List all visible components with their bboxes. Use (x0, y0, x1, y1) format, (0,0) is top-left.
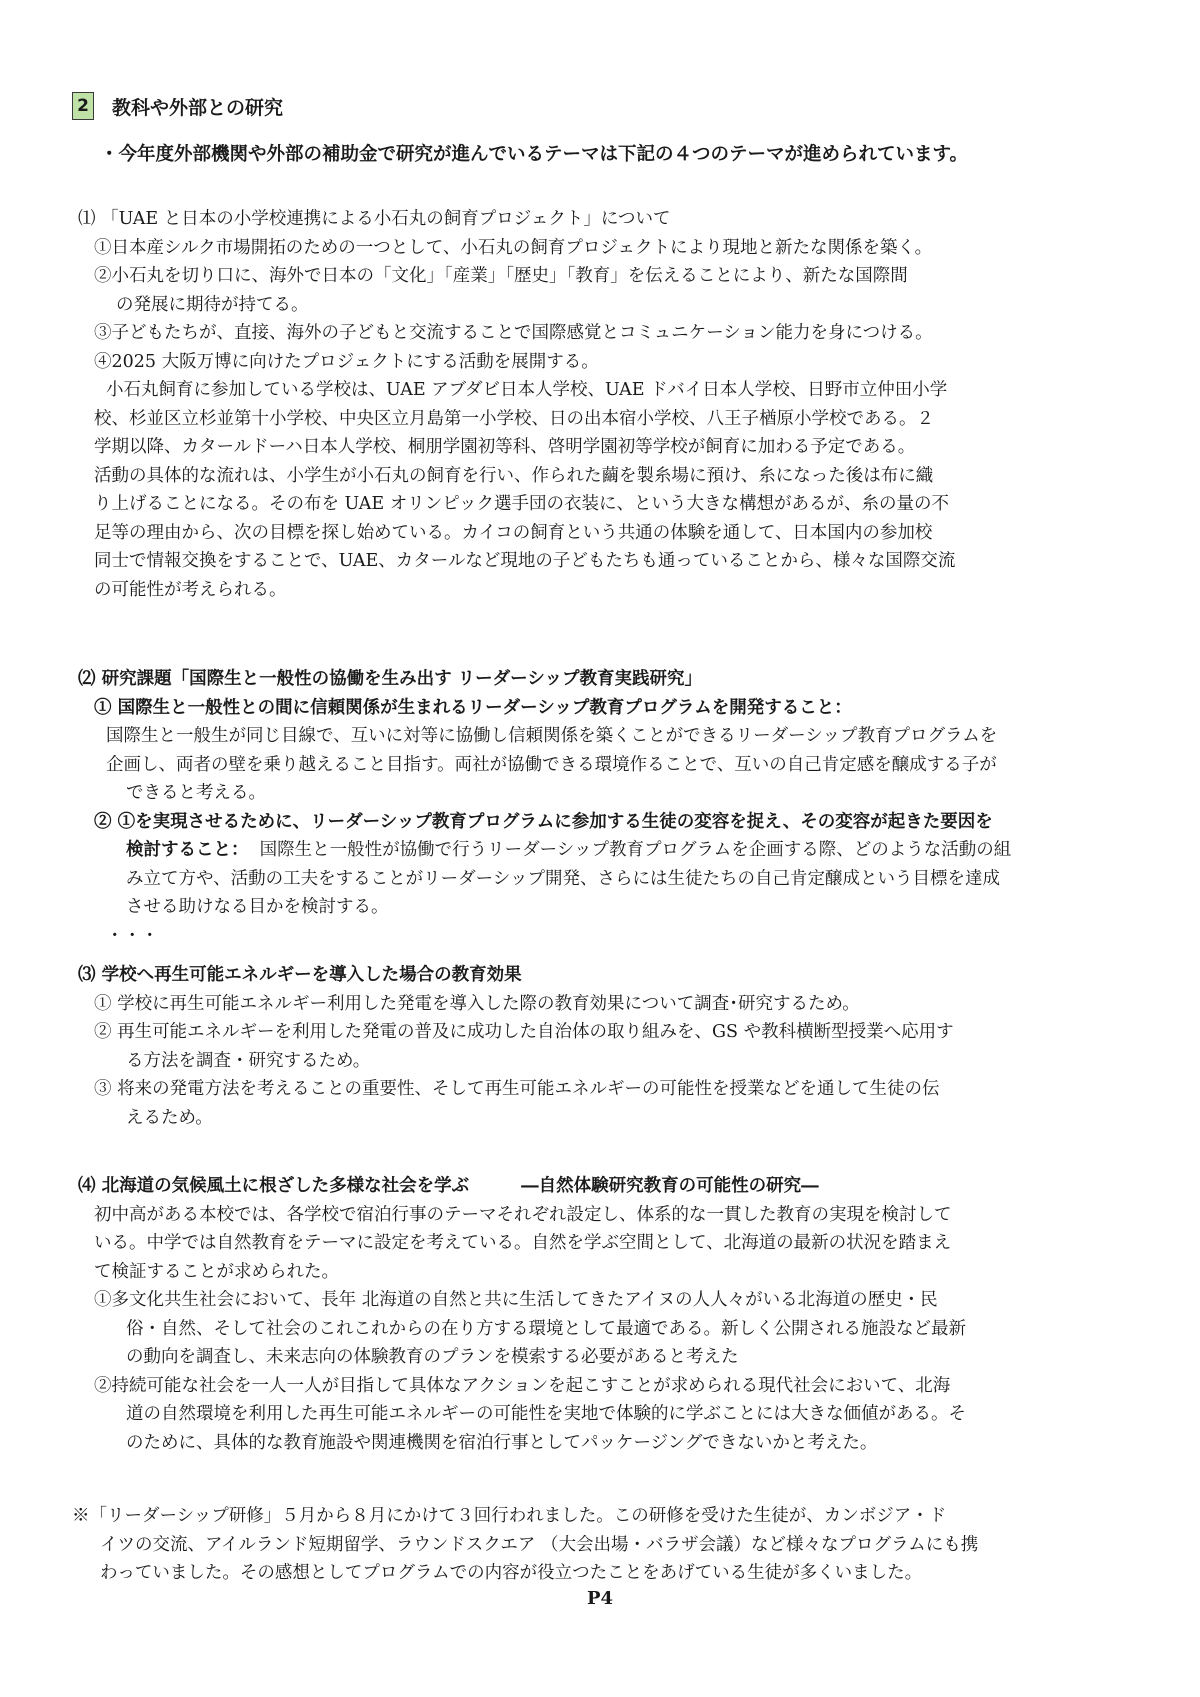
topic-1-heading: ⑴ 「UAE と日本の小学校連携による小石丸の飼育プロジェクト」について (78, 209, 671, 229)
topic-3-line: る方法を調査・研究するため。 (126, 1050, 371, 1071)
section-number-badge: 2 (72, 92, 94, 120)
topic-2-line (78, 836, 1138, 865)
topic-4-line: 俗・自然、そして社会のこれこれからの在り方する環境として最適である。新しく公開される施設など最新 (126, 1318, 966, 1339)
topic-4-line: て検証することが求められた。 (94, 1261, 339, 1282)
topic-4-subheading: ―自然体験研究教育の可能性の研究― (521, 1176, 819, 1196)
topic-1-line: り上げることになる。その布を UAE オリンピック選手団の衣装に、という大きな構想があるが、糸の量の不 (94, 494, 950, 514)
section-intro: ・今年度外部機関や外部の補助金で研究が進んでいるテーマは下記の４つのテーマが進められています。 (100, 144, 969, 165)
footnote (72, 1502, 1132, 1588)
topic-1-line: の発展に期待が持てる。 (116, 294, 309, 315)
topic-2-line: できると考える。 (126, 783, 266, 803)
topic-1-line: 活動の具体的な流れは、小学生が小石丸の飼育を行い、作られた繭を製糸場に預け、糸になった後は布に織 (94, 465, 934, 486)
section-header (72, 92, 283, 120)
topic-1-line: 足等の理由から、次の目標を探し始めている。カイコの飼育という共通の体験を通して、日本国内の参加校 (94, 522, 933, 543)
page-number: P4 (586, 1588, 614, 1609)
topic-4-line: 道の自然環境を利用した再生可能エネルギーの可能性を実地で体験的に学ぶことには大きな価値がある。そ (126, 1404, 966, 1424)
topic-1-line: ④2025 大阪万博に向けたプロジェクトにする活動を展開する。 (94, 351, 599, 372)
topic-2 (78, 665, 1138, 950)
topic-3-line: ③ 将来の発電方法を考えることの重要性、そして再生可能エネルギーの可能性を授業などを通して生徒の伝 (94, 1079, 940, 1099)
topic-4-line: の動向を調査し、未来志向の体験教育のプランを模索する必要があると考えた (126, 1347, 739, 1367)
topic-2-line: 企画し、両者の壁を乗り越えること目指す。両社が協働できる環境作ることで、互いの自己肯定感を醸成する子が (106, 754, 997, 775)
topic-1 (78, 205, 1138, 604)
footnote-line: わっていました。その感想としてプログラムでの内容が役立つたことをあげている生徒が多くいました。 (100, 1563, 923, 1583)
topic-1-line: ③子どもたちが、直接、海外の子どもと交流することで国際感覚とコミュニケーション能力を身につける。 (94, 323, 933, 343)
topic-4-line: 初中高がある本校では、各学校で宿泊行事のテーマそれぞれ設定し、体系的な一貫した教育の実現を検討して (94, 1204, 952, 1225)
topic-2-line: 国際生と一般生が同じ目線で、互いに対等に協働し信頼関係を築くことができるリーダーシップ教育プログラムを (106, 726, 998, 746)
topic-4 (78, 1172, 1138, 1457)
topic-1-line: 小石丸飼育に参加している学校は、UAE アブダビ日本人学校、UAE ドバイ日本人学校、日野市立仲田小学 (106, 380, 948, 400)
topic-2-line: ② ①を実現させるために、リーダーシップ教育プログラムに参加する生徒の変容を捉え、その変容が起きた要因を (94, 811, 993, 832)
topic-1-line: 学期以降、カタールドーハ日本人学校、桐朋学園初等科、啓明学園初等学校が飼育に加わる予定である。 (94, 437, 916, 457)
topic-4-line: いる。中学では自然教育をテーマに設定を考えている。自然を学ぶ空間として、北海道の最新の状況を踏まえ (94, 1233, 952, 1253)
topic-1-line: の可能性が考えられる。 (94, 579, 287, 600)
topic-3 (78, 961, 1138, 1132)
topic-2-line: み立て方や、活動の工夫をすることがリーダーシップ開発、さらには生徒たちの自己肯定醸成という目標を達成 (126, 868, 1000, 889)
topic-3-line: ① 学校に再生可能エネルギー利用した発電を導入した際の教育効果について調査･研究するため。 (94, 993, 860, 1014)
topic-4-heading: ⑷ 北海道の気候風土に根ざした多様な社会を学ぶ (78, 1176, 470, 1196)
topic-4-line: のために、具体的な教育施設や関連機関を宿泊行事としてパッケージングできないかと考えた。 (126, 1432, 878, 1453)
topic-4-heading-row (78, 1172, 1138, 1201)
topic-2-heading: ⑵ 研究課題「国際生と一般性の協働を生み出す リーダーシップ教育実践研究」 (78, 669, 702, 689)
footnote-line: ※「リーダーシップ研修」５月から８月にかけて３回行われました。この研修を受けた生徒が、カンボジア・ド (72, 1506, 947, 1526)
topic-1-line: 同士で情報交換をすることで、UAE、カタールなど現地の子どもたちも通っていることから、様々な国際交流 (94, 551, 956, 571)
topic-4-line: ②持続可能な社会を一人一人が目指して具体なアクションを起こすことが求められる現代社会において、北海 (94, 1375, 951, 1396)
topic-1-line: ②小石丸を切り口に、海外で日本の「文化」「産業」「歴史」「教育」を伝えることにより、新たな国際間 (94, 266, 908, 286)
topic-1-line: ①日本産シルク市場開拓のための一つとして、小石丸の飼育プロジェクトにより現地と新たな関係を築く。 (94, 237, 933, 258)
topic-3-heading: ⑶ 学校へ再生可能エネルギーを導入した場合の教育効果 (78, 965, 522, 985)
topic-4-line: ①多文化共生社会において、長年 北海道の自然と共に生活してきたアイヌの人人々がいる北海道の歴史・民 (94, 1290, 938, 1310)
topic-3-line: えるため。 (126, 1107, 213, 1128)
topic-3-line: ② 再生可能エネルギーを利用した発電の普及に成功した自治体の取り組みを、GS や教科横断型授業へ応用す (94, 1022, 954, 1042)
topic-2-line: させる助けなる目かを検討する。 (126, 897, 389, 917)
footnote-line: イツの交流、アイルランド短期留学、ラウンドスクエア （大会出場・バラザ会議）など様々なプログラムにも携 (100, 1534, 979, 1555)
topic-1-line: 校、杉並区立杉並第十小学校、中央区立月島第一小学校、日の出本宿小学校、八王子楢原小学校である。２ (94, 408, 934, 429)
topic-2-line: ① 国際生と一般性との間に信頼関係が生まれるリーダーシップ教育プログラムを開発すること： (94, 697, 852, 718)
topic-2-ellipsis: ・・・ (106, 925, 159, 946)
topic-2-inline-label: 検討すること： (126, 840, 249, 860)
section-title: 教科や外部との研究 (112, 96, 284, 119)
topic-2-inline-text: 国際生と一般性が協働で行うリーダーシップ教育プログラムを企画する際、どのような活動の組 (259, 840, 1012, 860)
